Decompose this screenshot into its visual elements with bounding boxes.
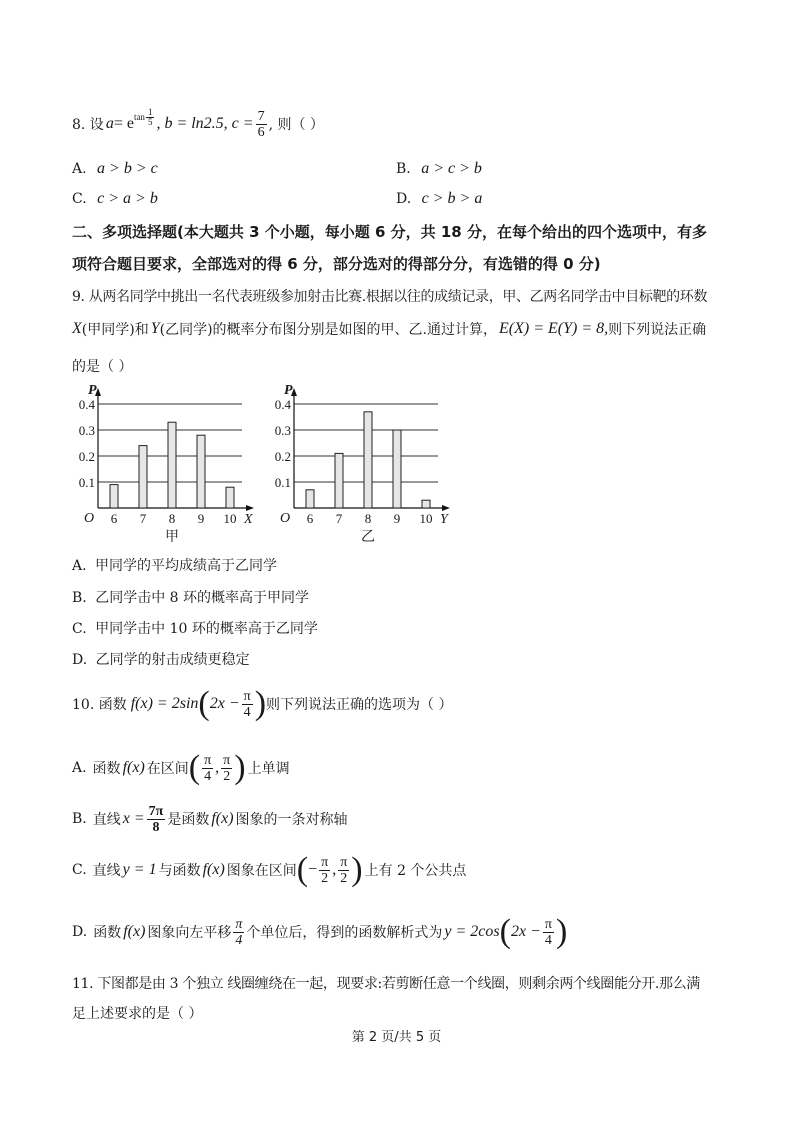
origin-label: O	[280, 511, 291, 526]
chart-yi	[266, 378, 456, 548]
q8-option-d: D. c > b > a	[396, 190, 483, 207]
x-tick-label: 9	[393, 511, 401, 526]
q8-b-part: , b = ln2.5, c =	[156, 115, 254, 132]
q10-stem: 10. 函数 f(x) = 2sin ( 2x − $\frac{\pi}{4}$ ) 则下列说法正确的选项为（ ）	[72, 685, 453, 722]
q10-option-a: A. 函数 f(x) 在区间 ( $\frac{\pi}{4}$ , $\frac{\pi}{2}$ ) 上单调	[72, 749, 290, 786]
x-tick-label: 10	[419, 511, 433, 526]
q10-option-d: D. 函数 f(x) 图象向左平移 $\frac{\pi}{4}$ 个单位后，得到的函数解析式为 y = 2cos ( 2x − $\frac{\pi}{4}$ )	[72, 913, 568, 950]
bar	[226, 487, 234, 508]
y-axis-label: P	[284, 383, 293, 398]
q8-var-a: a	[105, 115, 114, 132]
q8-stem	[72, 106, 324, 142]
y-tick-label: 0.4	[78, 397, 95, 412]
y-tick-label: 0.3	[78, 423, 95, 438]
x-tick-label: 8	[168, 511, 176, 526]
x-axis-label: X	[244, 512, 253, 527]
chart-caption: 甲	[165, 530, 179, 545]
y-tick-label: 0.3	[274, 423, 291, 438]
q11-stem-line1: 11. 下图都是由 3 个独立 线圈缠绕在一起，现要求:若剪断任意一个线圈，则剩余两个线圈能分开.那么满	[72, 976, 700, 992]
bar	[168, 422, 176, 508]
x-axis-label: Y	[440, 512, 448, 527]
y-tick-label: 0.2	[78, 449, 95, 464]
x-tick-label: 10	[223, 511, 237, 526]
q9-option-d: D. 乙同学的射击成绩更稳定	[72, 652, 250, 668]
q8-option-c: C. c > a > b	[72, 190, 158, 207]
q10-option-b: B. 直线 x = $\frac{7\pi}{8}$ 是函数 f(x) 图象的一条对称轴	[72, 803, 348, 835]
q9-stem-line2: X (甲同学)和 Y (乙同学)的概率分布图分别是如图的甲、乙.通过计算， E(X) = E(Y) = 8, 则下列说法正确	[72, 320, 707, 338]
q8-number: 8. 设	[72, 117, 104, 133]
q9-option-b: B. 乙同学击中 8 环的概率高于甲同学	[72, 590, 310, 606]
bar	[364, 412, 372, 508]
q8-exponent: tan $\frac{1}{5}$	[133, 106, 153, 127]
y-tick-label: 0.1	[78, 475, 95, 490]
bar	[422, 500, 430, 508]
bar	[393, 430, 401, 508]
q9-stem-line1: 9. 从两名同学中挑出一名代表班级参加射击比赛.根据以往的成绩记录，甲、乙两名同学击中目标靶的环数	[72, 289, 708, 305]
bar	[110, 485, 118, 508]
q9-stem-line3: 的是（ ）	[72, 359, 133, 375]
q9-option-c: C. 甲同学击中 10 环的概率高于乙同学	[72, 621, 318, 637]
q8-c-frac: $\frac{7}{6}$	[257, 108, 265, 140]
bar	[306, 490, 314, 508]
x-axis-arrow	[442, 505, 450, 511]
x-tick-label: 6	[306, 511, 314, 526]
q8-option-b: B. a > c > b	[396, 160, 482, 177]
bar	[139, 446, 147, 508]
y-axis-label: P	[88, 383, 97, 398]
y-tick-label: 0.4	[274, 397, 291, 412]
y-tick-label: 0.2	[274, 449, 291, 464]
x-tick-label: 9	[197, 511, 205, 526]
x-tick-label: 7	[139, 511, 147, 526]
q8-exponent-frac: $\frac{1}{5}$	[147, 106, 153, 127]
bar	[335, 453, 343, 508]
origin-label: O	[84, 511, 95, 526]
q8-option-a: A. a > b > c	[72, 160, 158, 177]
y-tick-label: 0.1	[274, 475, 291, 490]
x-tick-label: 6	[110, 511, 118, 526]
q11-stem-line2: 足上述要求的是（ ）	[72, 1006, 203, 1022]
page-footer: 第 2 页/共 5 页	[351, 1030, 442, 1045]
x-tick-label: 7	[335, 511, 343, 526]
q8-eq-e: = e	[113, 115, 134, 132]
section2-heading-line1: 二、多项选择题(本大题共 3 个小题，每小题 6 分，共 18 分，在每个给出的四个选项中，有多	[72, 223, 707, 241]
q10-option-c: C. 直线 y = 1 与函数 f(x) 图象在区间 ( − $\frac{\pi}{2}$ , $\frac{\pi}{2}$ ) 上有 2 个公共点	[72, 851, 467, 888]
section2-heading-line2: 项符合题目要求，全部选对的得 6 分，部分选对的得部分分，有选错的得 0 分)	[72, 255, 601, 273]
bar	[197, 435, 205, 508]
x-tick-label: 8	[364, 511, 372, 526]
q9-option-a: A. 甲同学的平均成绩高于乙同学	[72, 558, 278, 574]
x-axis-arrow	[246, 505, 254, 511]
chart-caption: 乙	[361, 530, 375, 545]
chart-jia	[70, 378, 260, 548]
q8-suffix: , 则（ ）	[268, 117, 324, 133]
